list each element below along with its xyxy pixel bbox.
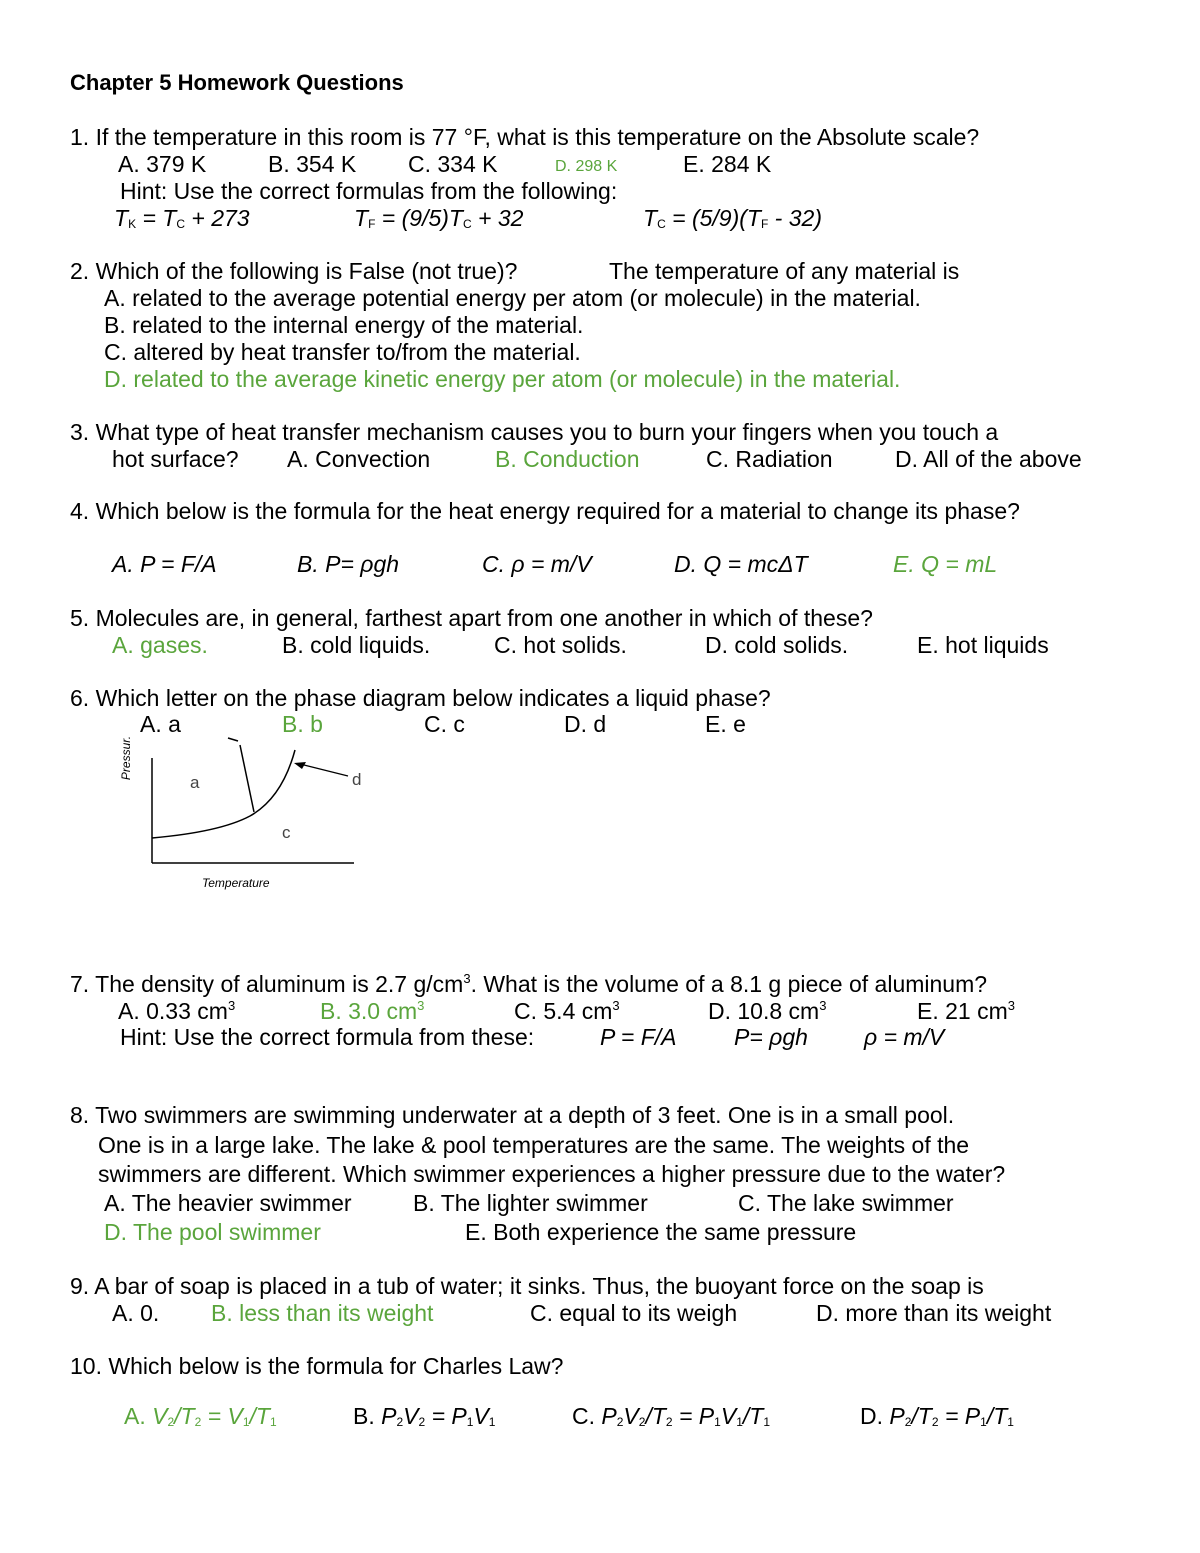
formula-part: /T [742, 1403, 764, 1429]
q8-option-a: A. The heavier swimmer [104, 1190, 352, 1216]
q5-option-d: D. cold solids. [705, 632, 849, 658]
region-label-a: a [190, 773, 200, 792]
q7-option-d: D. 10.8 $cm^3$ [708, 998, 827, 1024]
q2-option-b: B. related to the internal energy of the material. [104, 312, 584, 338]
q7-option-c: C. 5.4 $cm^3$ [514, 998, 620, 1024]
q6-option-b: B. b [282, 711, 323, 737]
q7-option-a: A. 0.33 $cm^3$ [118, 998, 236, 1024]
q8-line-3: swimmers are different. Which swimmer experiences a higher pressure due to the water? [98, 1161, 1006, 1187]
formula-part: V [152, 1403, 168, 1429]
q1-hint: Hint: Use the correct formulas from the following: [120, 178, 618, 204]
q9-option-d: D. more than its weight [816, 1300, 1052, 1326]
q4-option-e: E. Q = mL [893, 551, 998, 577]
q1-option-c: C. 334 K [408, 151, 498, 177]
q10-question: 10. Which below is the formula for Charles Law? [70, 1353, 564, 1379]
q8-option-d: D. The pool swimmer [104, 1219, 321, 1245]
q9-option-c: C. equal to its weigh [530, 1300, 738, 1326]
q4-option-a: A. P = F/A [112, 551, 217, 577]
q6-question: 6. Which letter on the phase diagram below indicates a liquid phase? [70, 685, 771, 711]
region-label-d: d [352, 770, 362, 789]
q10-option-a [124, 1405, 277, 1428]
formula-part: P [601, 1403, 617, 1429]
formula-subscript: 2 [418, 1415, 426, 1429]
formula-part: P [381, 1403, 397, 1429]
q8-option-e: E. Both experience the same pressure [465, 1219, 857, 1245]
q2-option-c: C. altered by heat transfer to/from the material. [104, 339, 581, 365]
arrow-d-line [300, 764, 348, 776]
formula-part: /T [174, 1403, 195, 1429]
q10-option-b [353, 1405, 495, 1428]
q2-stem: The temperature of any material is [609, 258, 960, 284]
phase-diagram [110, 728, 370, 898]
q1-option-a: A. 379 K [118, 151, 207, 177]
q6-option-c: C. c [424, 711, 465, 737]
q6-option-a: A. a [140, 711, 181, 737]
q4-option-c: C. ρ = m/V [482, 551, 592, 577]
formula-part: V [623, 1403, 639, 1429]
formula-subscript: 1 [763, 1415, 771, 1429]
formula-subscript: 2 [931, 1415, 939, 1429]
q7-hint: Hint: Use the correct formula from these: [120, 1024, 535, 1050]
q3-question-line2: hot surface? [112, 446, 239, 472]
q8-option-b: B. The lighter swimmer [413, 1190, 648, 1216]
q1-question: 1. If the temperature in this room is 77 °F, what is this temperature on the Absolute scale? [70, 124, 980, 150]
q10-option-prefix: D. [860, 1403, 890, 1429]
q3-option-d: D. All of the above [895, 446, 1082, 472]
q3-option-b: B. Conduction [495, 446, 640, 472]
curve-tick [228, 738, 238, 741]
region-label-c: c [282, 823, 291, 842]
q1-option-b: B. 354 K [268, 151, 357, 177]
formula-subscript: 1 [242, 1415, 250, 1429]
q4-question: 4. Which below is the formula for the heat energy required for a material to change its phase? [70, 498, 1020, 524]
formula-subscript: 2 [665, 1415, 673, 1429]
q10-option-c [572, 1405, 770, 1428]
formula-part: /T [249, 1403, 270, 1429]
q9-option-a: A. 0. [112, 1300, 160, 1326]
formula-subscript: 2 [167, 1415, 175, 1429]
formula-part: = P [425, 1403, 467, 1429]
formula-subscript: 1 [466, 1415, 474, 1429]
q3-question-line1: 3. What type of heat transfer mechanism causes you to burn your fingers when you touch a [70, 419, 999, 445]
q7-hint-formula-2: P= ρgh [734, 1024, 808, 1050]
q3-option-c: C. Radiation [706, 446, 833, 472]
q6-option-d: D. d [564, 711, 607, 737]
q6-option-e: E. e [705, 711, 746, 737]
q1-option-d: D. 298 K [555, 158, 618, 175]
q2-option-d: D. related to the average kinetic energy per atom (or molecule) in the material. [104, 366, 901, 392]
q10-option-d [860, 1405, 1014, 1428]
formula-part: = V [201, 1403, 243, 1429]
q1-formula-celsius: $T_C = (5/9)(T_F - 32)$ [643, 205, 822, 231]
q9-question: 9. A bar of soap is placed in a tub of water; it sinks. Thus, the buoyant force on the soap is [70, 1273, 984, 1299]
formula-part: V [720, 1403, 737, 1429]
formula-subscript: 1 [1007, 1415, 1014, 1429]
q7-hint-formula-3: ρ = m/V [864, 1024, 945, 1050]
q7-option-b: B. 3.0 $cm^3$ [320, 998, 425, 1024]
q5-option-b: B. cold liquids. [282, 632, 431, 658]
formula-subscript: 2 [194, 1415, 202, 1429]
q4-option-b: B. P= ρgh [297, 551, 400, 577]
q7-question: 7. The density of aluminum is 2.7 $g/cm^3$. What is the volume of a 8.1 g piece of aluminum? [70, 971, 988, 997]
formula-subscript: 1 [488, 1415, 496, 1429]
formula-part: /T [911, 1403, 932, 1429]
formula-subscript: 1 [714, 1415, 721, 1429]
page-title: Chapter 5 Homework Questions [70, 70, 404, 95]
formula-subscript: 1 [270, 1415, 277, 1429]
q8-line-2: One is in a large lake. The lake & pool temperatures are the same. The weights of the [98, 1132, 970, 1158]
formula-part: = P [938, 1403, 981, 1429]
q9-option-b: B. less than its weight [211, 1300, 434, 1326]
formula-part: V [473, 1403, 489, 1429]
q4-option-d: D. Q = mcΔT [674, 551, 808, 577]
q8-option-c: C. The lake swimmer [738, 1190, 954, 1216]
formula-part: /T [645, 1403, 666, 1429]
phase-diagram-ylabel: Pressur. [119, 735, 133, 781]
q8-line-1: 8. Two swimmers are swimming underwater at a depth of 3 feet. One is in a small pool. [70, 1102, 955, 1128]
q2-question: 2. Which of the following is False (not true)? [70, 258, 518, 284]
q1-formula-kelvin: $T_K = T_C + 273$ [114, 205, 250, 231]
q7-option-e: E. 21 $cm^3$ [917, 998, 1015, 1024]
q1-formula-fahrenheit: $T_F = (9/5)T_C + 32$ [354, 205, 524, 231]
phase-diagram-xlabel: Temperature [202, 876, 270, 890]
q2-option-a: A. related to the average potential energy per atom (or molecule) in the material. [104, 285, 921, 311]
formula-part: /T [986, 1403, 1008, 1429]
formula-subscript: 2 [904, 1415, 912, 1429]
formula-subscript: 2 [638, 1415, 646, 1429]
formula-subscript: 2 [616, 1415, 624, 1429]
q7-hint-formula-1: P = F/A [600, 1024, 677, 1050]
q10-option-prefix: C. [572, 1403, 602, 1429]
formula-part: = P [672, 1403, 715, 1429]
vaporization-curve [152, 750, 295, 838]
formula-part: V [403, 1403, 419, 1429]
formula-subscript: 2 [396, 1415, 404, 1429]
q5-option-c: C. hot solids. [494, 632, 627, 658]
q3-option-a: A. Convection [287, 446, 431, 472]
q1-option-e: E. 284 K [683, 151, 772, 177]
fusion-curve [240, 745, 254, 812]
q5-option-a: A. gases. [112, 632, 208, 658]
q10-option-prefix: B. [353, 1403, 382, 1429]
q5-question: 5. Molecules are, in general, farthest apart from one another in which of these? [70, 605, 873, 631]
formula-subscript: 1 [736, 1415, 743, 1429]
q10-option-prefix: A. [124, 1403, 153, 1429]
formula-part: P [889, 1403, 905, 1429]
q5-option-e: E. hot liquids [917, 632, 1049, 658]
formula-subscript: 1 [980, 1415, 987, 1429]
